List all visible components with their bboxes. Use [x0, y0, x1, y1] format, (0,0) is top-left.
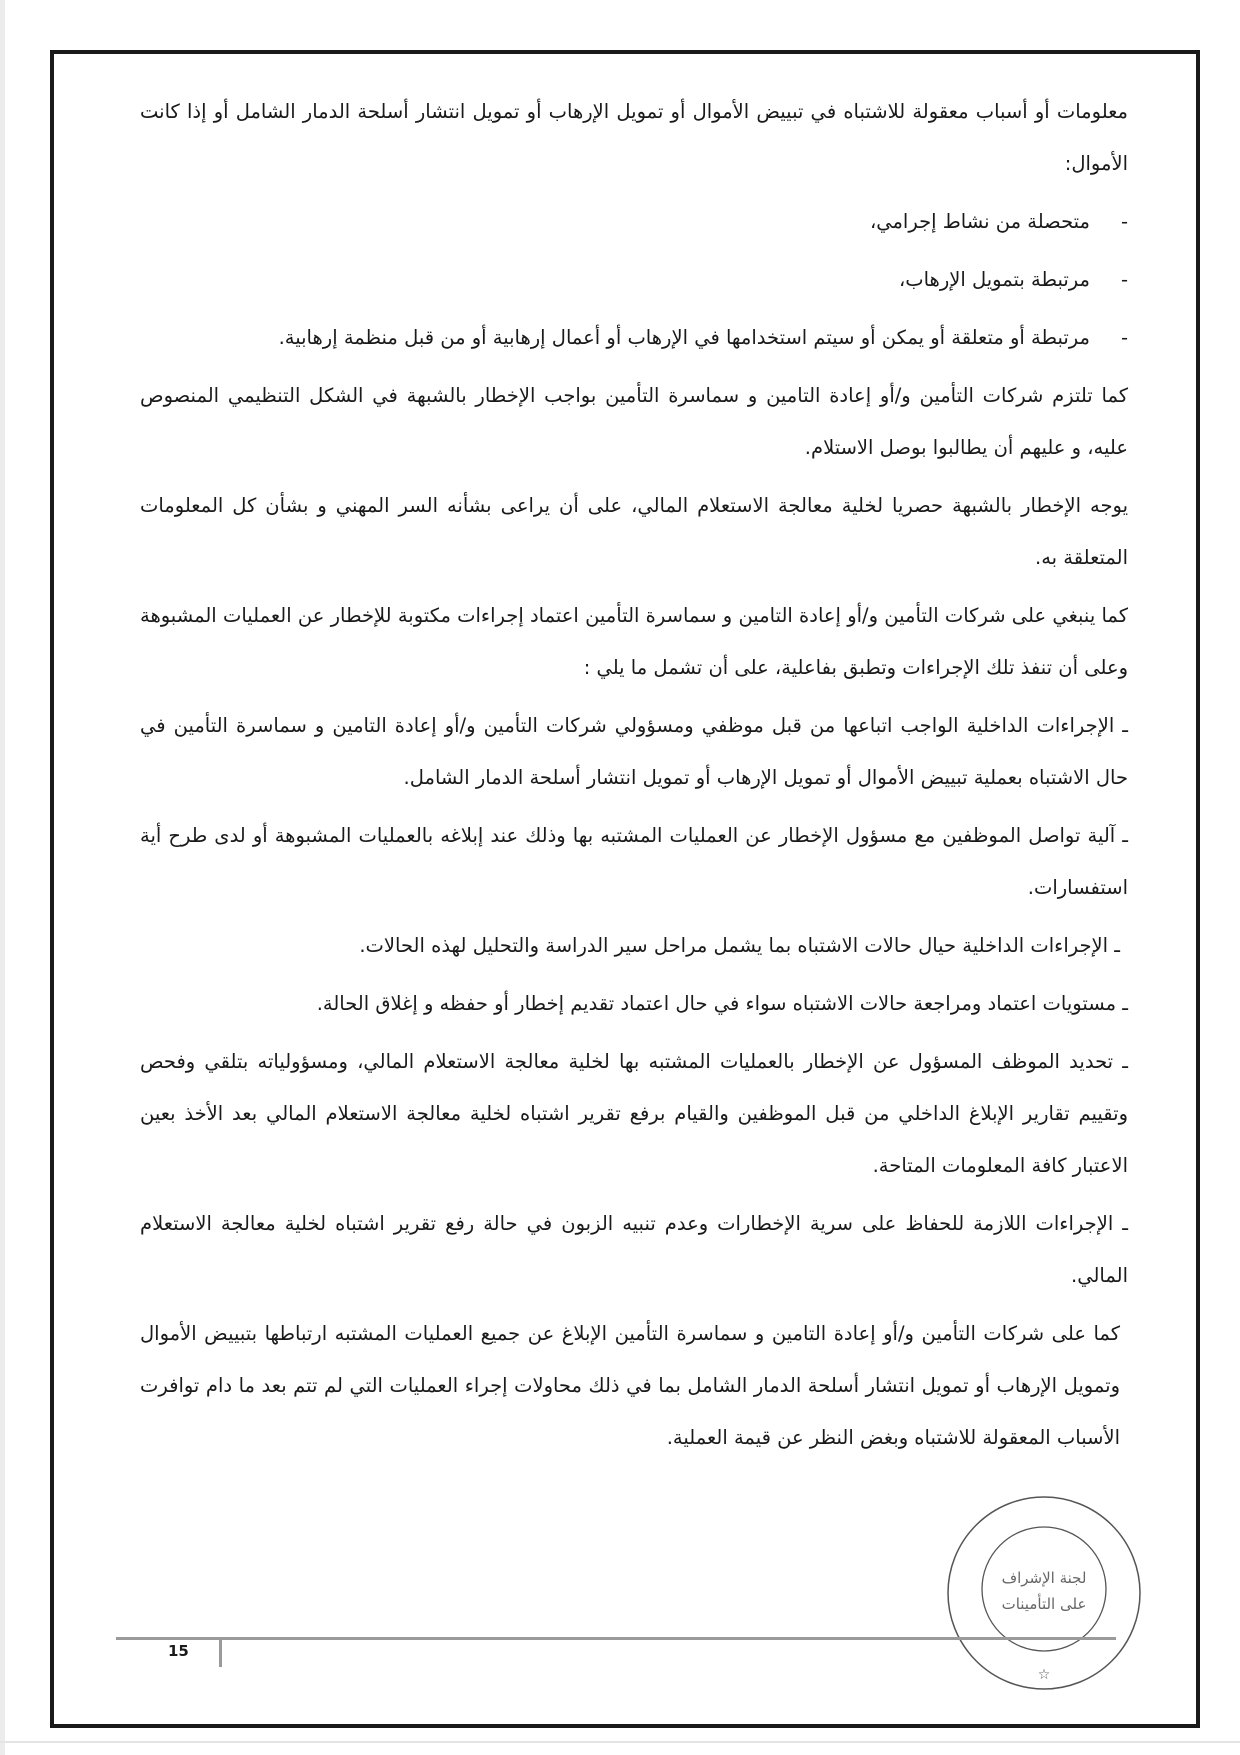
page-number-separator: [219, 1640, 222, 1667]
bullet-item: [140, 312, 1128, 364]
bullet-dash: -: [1120, 326, 1128, 349]
procedure-item: ـ آلية تواصل الموظفين مع مسؤول الإخطار عن العمليات المشتبه بها وذلك عند إبلاغه بالعمليات المشبوهة أو لدى طرح أية استفسارات.: [140, 824, 1128, 899]
paragraph-reporting-channel: يوجه الإخطار بالشبهة حصريا لخلية معالجة الاستعلام المالي، على أن يراعى بشأنه السر المهني و بشأن كل المعلومات المتعلقة به.: [140, 494, 1128, 569]
procedure-item: ـ تحديد الموظف المسؤول عن الإخطار بالعمليات المشتبه بها لخلية معالجة الاستعلام المالي، ومسؤولياته بتلقي وفحص وتقييم تقارير الإبلاغ الداخلي من قبل الموظفين والقيام برفع تقرير اشتباه لخلية معالجة الاستعلام المالي بعد الأخذ بعين الاعتبار كافة المعلومات المتاحة.: [140, 1050, 1128, 1177]
paragraph-written-procedures: كما ينبغي على شركات التأمين و/أو إعادة التامين و سماسرة التأمين اعتماد إجراءات مكتوبة للإخطار عن العمليات المشبوهة وعلى أن تنفذ تلك الإجراءات وتطبق بفاعلية، على أن تشمل ما يلي :: [140, 604, 1128, 679]
procedure-item: ـ الإجراءات الداخلية الواجب اتباعها من قبل موظفي ومسؤولي شركات التأمين و/أو إعادة التامين و سماسرة التأمين في حال الاشتباه بعملية تبييض الأموال أو تمويل الإرهاب أو تمويل انتشار أسلحة الدمار الشامل.: [140, 714, 1128, 789]
bullet-text: مرتبطة بتمويل الإرهاب،: [898, 268, 1090, 291]
procedure-item: ـ مستويات اعتماد ومراجعة حالات الاشتباه سواء في حال اعتماد تقديم إخطار أو حفظه و إغلاق الحالة.: [316, 992, 1128, 1015]
bullet-text: متحصلة من نشاط إجرامي،: [869, 210, 1090, 233]
bullet-text: مرتبطة أو متعلقة أو يمكن أو سيتم استخدامها في الإرهاب أو أعمال إرهابية أو من قبل منظمة إرهابية.: [278, 326, 1090, 349]
bullet-item: [140, 254, 1128, 306]
procedure-item: ـ الإجراءات اللازمة للحفاظ على سرية الإخطارات وعدم تنبيه الزبون في حالة رفع تقرير اشتباه لخلية معالجة الاستعلام المالي.: [140, 1212, 1128, 1287]
stamp-text-line2: على التأمينات: [1001, 1595, 1087, 1613]
paragraph-obligation: كما تلتزم شركات التأمين و/أو إعادة التامين و سماسرة التأمين بواجب الإخطار بالشبهة في الشكل التنظيمي المنصوص عليه، و عليهم أن يطالبوا بوصل الاستلام.: [140, 384, 1128, 459]
stamp-text-line1: لجنة الإشراف: [1001, 1569, 1087, 1587]
document-body: [140, 86, 1128, 1470]
star-icon: ☆: [1037, 1667, 1051, 1683]
bullet-dash: -: [1120, 210, 1128, 233]
bullet-item: [140, 196, 1128, 248]
page-number: 15: [168, 1642, 189, 1660]
footer-divider: [116, 1637, 1116, 1640]
scan-edge-bottom: [0, 1741, 1240, 1743]
scan-edge: [0, 0, 5, 1755]
paragraph-reporting-all: كما على شركات التأمين و/أو إعادة التامين و سماسرة التأمين الإبلاغ عن جميع العمليات المشتبه ارتباطها بتبييض الأموال وتمويل الإرهاب أو تمويل انتشار أسلحة الدمار الشامل بما في ذلك محاولات إجراء العمليات التي لم تتم بعد ما دام توافرت الأسباب المعقولة للاشتباه وبغض النظر عن قيمة العملية.: [140, 1322, 1120, 1449]
bullet-dash: -: [1120, 268, 1128, 291]
procedure-item: ـ الإجراءات الداخلية حيال حالات الاشتباه بما يشمل مراحل سير الدراسة والتحليل لهذه الحالات.: [359, 934, 1120, 957]
paragraph-intro-continued: معلومات أو أسباب معقولة للاشتباه في تبييض الأموال أو تمويل الإرهاب أو تمويل انتشار أسلحة الدمار الشامل أو إذا كانت الأموال:: [140, 100, 1128, 175]
